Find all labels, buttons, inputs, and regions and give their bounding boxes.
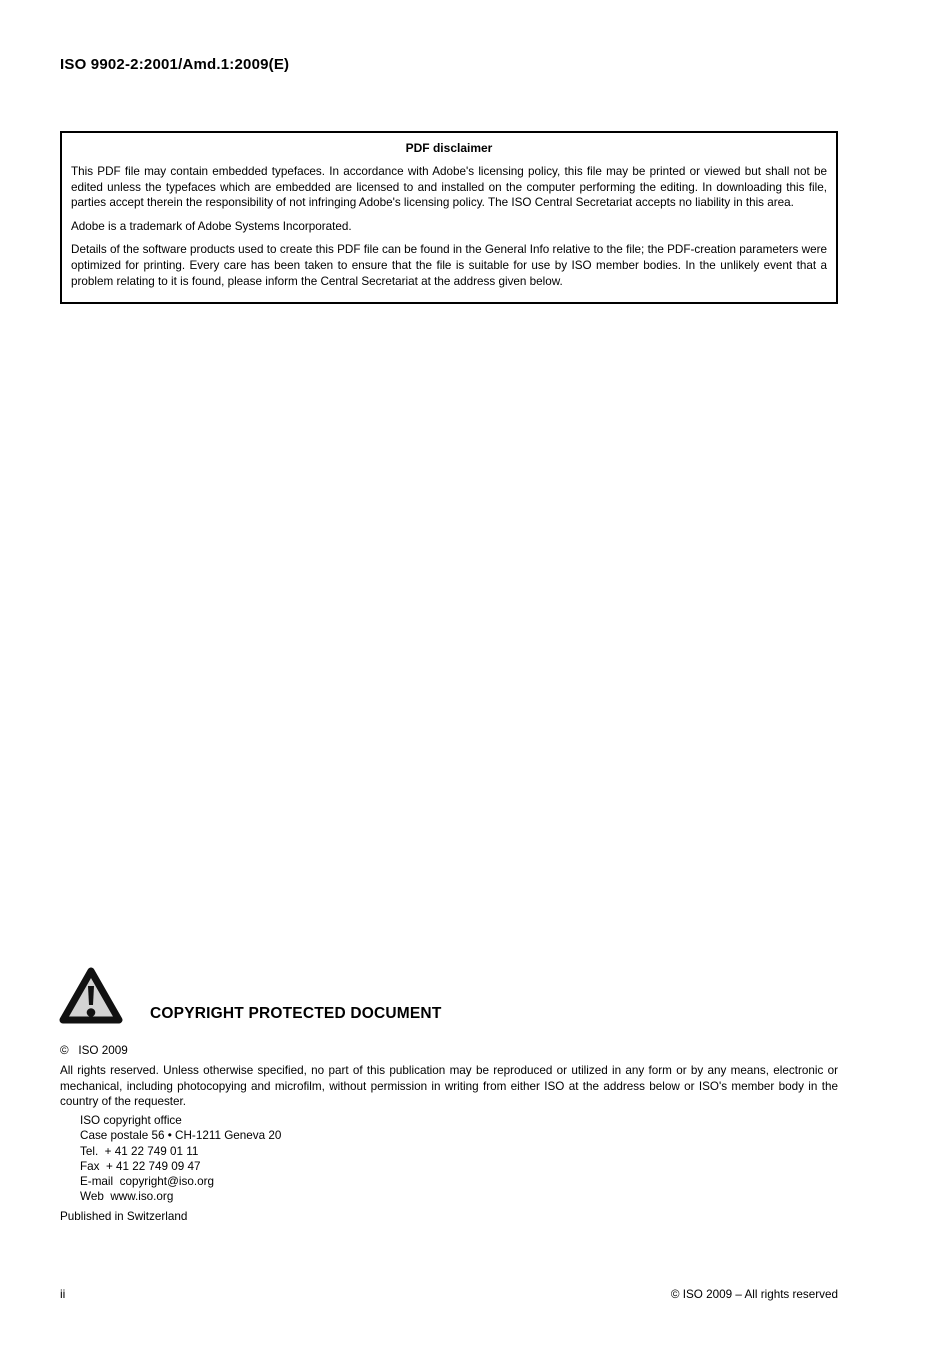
- disclaimer-paragraph-trademark: Adobe is a trademark of Adobe Systems Incorporated.: [71, 219, 352, 233]
- document-header-reference: ISO 9902-2:2001/Amd.1:2009(E): [60, 56, 290, 73]
- copyright-protected-heading: COPYRIGHT PROTECTED DOCUMENT: [150, 1005, 442, 1022]
- footer-copyright-notice: © ISO 2009 – All rights reserved: [670, 1288, 838, 1301]
- pdf-disclaimer-title: PDF disclaimer: [405, 141, 493, 155]
- address-email-line: E-mail copyright@iso.org: [80, 1175, 214, 1189]
- address-fax-line: Fax + 41 22 749 09 47: [80, 1159, 201, 1173]
- pdf-disclaimer-box: [60, 131, 838, 304]
- published-in-switzerland-line: Published in Switzerland: [60, 1210, 188, 1223]
- copyright-symbol-line: © ISO 2009: [60, 1044, 128, 1057]
- disclaimer-paragraph-software: Details of the software products used to create this PDF file can be found in the General Info relative to the file; the PDF-creation parameters were optimized for printing. Every care has been taken to ensure that the file is suitable for use by ISO member bodies. In the unlikely event that a problem relating to it is found, please inform the Central Secretariat at the address given below.: [71, 243, 827, 288]
- address-office-line: ISO copyright office: [80, 1114, 182, 1127]
- iso-address-block: [80, 1113, 281, 1205]
- disclaimer-paragraph-typefaces: This PDF file may contain embedded typefaces. In accordance with Adobe's licensing policy, this file may be printed or viewed but shall not be edited unless the typefaces which are embedded are licensed to and installed on the computer performing the editing. In downloading this file, parties accept therein the responsibility of not infringing Adobe's licensing policy. The ISO Central Secretariat accepts no liability in this area.: [71, 165, 827, 210]
- address-tel-line: Tel. + 41 22 749 01 11: [80, 1144, 199, 1158]
- copyright-rights-paragraph: All rights reserved. Unless otherwise specified, no part of this publication may be reproduced or utilized in any form or by any means, electronic or mechanical, including photocopying and microfilm, without permission in writing from either ISO at the address below or ISO's member body in the country of the requester.: [60, 1064, 838, 1109]
- page-number: ii: [60, 1287, 66, 1301]
- address-postal-line: Case postale 56 • CH-1211 Geneva 20: [80, 1129, 282, 1143]
- warning-triangle-icon: [59, 965, 123, 1032]
- address-web-line: Web www.iso.org: [80, 1190, 174, 1204]
